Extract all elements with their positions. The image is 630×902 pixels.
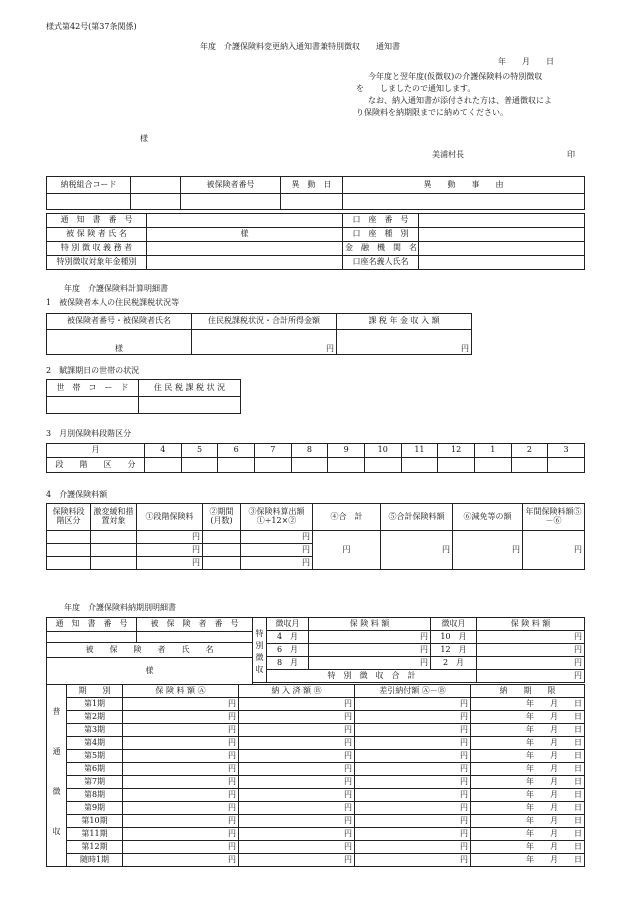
stage-label: 段 階 区 分: [47, 458, 145, 473]
special-collection-label: [253, 618, 267, 683]
empty-cell: [47, 194, 131, 210]
yen-cell: 円: [239, 737, 355, 750]
empty-cell: [181, 194, 281, 210]
empty-cell: [47, 531, 91, 544]
insured-name-suffix: 様: [47, 330, 192, 355]
yen-cell: 円: [355, 711, 471, 724]
yen-cell: 円: [137, 557, 203, 570]
yen-cell: 円: [123, 802, 239, 815]
stage-cell: [291, 458, 328, 473]
period-label: 第2期: [67, 711, 123, 724]
label-char: 特: [255, 629, 264, 638]
yen-cell: 円: [123, 776, 239, 789]
yen-cell: 円: [477, 631, 585, 644]
special-month: 6 月: [267, 644, 309, 657]
stage-header: 保険料段階区分: [47, 504, 91, 531]
seal-mark: 印: [567, 150, 575, 159]
collect-month-header: 徴収月: [431, 618, 477, 631]
label-char: 徴: [255, 653, 264, 662]
period-label: 第5期: [67, 750, 123, 763]
tax-status-header: 住民税課税状況・合計所得金額: [192, 314, 337, 330]
yen-cell: 円: [239, 698, 355, 711]
stage-cell: [181, 458, 218, 473]
table-row: [47, 737, 585, 750]
empty-cell: [343, 194, 585, 210]
account-holder-label: 口座名義人氏名: [343, 256, 419, 270]
yen-cell: 円: [309, 631, 431, 644]
yen-cell: 円: [477, 644, 585, 657]
yen-cell: 円: [123, 841, 239, 854]
yen-cell: 円: [241, 544, 313, 557]
empty-cell: [281, 194, 343, 210]
special-collection-table: [252, 617, 585, 683]
yen-cell: 円: [137, 531, 203, 544]
insured-name-label: 被 保 険 者 氏 名: [47, 643, 253, 658]
form-number: 様式第42号(第37条関係): [46, 22, 137, 31]
table-row: [47, 698, 585, 711]
account-type-value: [419, 228, 585, 242]
special-month: 2 月: [431, 657, 477, 670]
total-premium-header: ⑤合計保険料額: [381, 504, 453, 531]
month-cell: 2: [511, 444, 548, 458]
ordinary-collection-label: [47, 685, 67, 867]
deadline-cell: 年 月 日: [471, 724, 585, 737]
deadline-cell: 年 月 日: [471, 698, 585, 711]
calc-section-title: 年度 介護保険料計算明細書: [64, 284, 168, 293]
period-label: 第3期: [67, 724, 123, 737]
table-row: [47, 789, 585, 802]
yen-cell: 円: [355, 828, 471, 841]
table-row: [47, 854, 585, 867]
yen-cell: 円: [355, 802, 471, 815]
account-holder-value: [419, 256, 585, 270]
premium-amount-table: [46, 503, 585, 570]
stage-cell: [548, 458, 585, 473]
period-header: ②期間(月数): [203, 504, 241, 531]
empty-cell: [91, 557, 137, 570]
month-cell: 11: [401, 444, 438, 458]
month-cell: 5: [181, 444, 218, 458]
yen-cell: 円: [355, 815, 471, 828]
month-cell: 8: [291, 444, 328, 458]
notice-line: り保険料を納期限までに納めてください。: [356, 108, 508, 117]
yen-cell: 円: [239, 750, 355, 763]
insured-name-suffix: 様: [147, 228, 343, 242]
calc-amount-header: ③保険料算出額①÷12×②: [241, 504, 313, 531]
stage-cell: [438, 458, 475, 473]
account-type-label: 口 座 種 別: [343, 228, 419, 242]
stage-cell: [474, 458, 511, 473]
period-header: 期 別: [67, 685, 123, 698]
account-number-label: 口 座 番 号: [343, 214, 419, 228]
empty-cell: [203, 557, 241, 570]
deadline-cell: 年 月 日: [471, 776, 585, 789]
empty-cell: [203, 531, 241, 544]
issue-date: 年 月 日: [498, 57, 554, 66]
month-cell: 1: [474, 444, 511, 458]
stage-cell: [401, 458, 438, 473]
yen-cell: 円: [123, 750, 239, 763]
deadline-cell: 年 月 日: [471, 841, 585, 854]
insured-number-label: 被保険者番号: [181, 177, 281, 194]
label-char: 収: [52, 826, 61, 836]
month-label: 月: [47, 444, 145, 458]
insured-number-label: 被 保 険 者 番 号: [137, 618, 253, 632]
reduction-yen: 円: [453, 531, 523, 570]
period-label: 第10期: [67, 815, 123, 828]
stage-cell: [364, 458, 401, 473]
yen-cell: 円: [123, 711, 239, 724]
special-collector-value: [147, 242, 343, 256]
notice-number-label: 通 知 書 番 号: [47, 214, 147, 228]
sum-header: ④合 計: [313, 504, 381, 531]
empty-cell: [203, 544, 241, 557]
yen-cell: 円: [239, 776, 355, 789]
premium-amount-header: 保 険 料 額: [477, 618, 585, 631]
yen-cell: 円: [239, 711, 355, 724]
pension-yen: 円: [337, 330, 472, 355]
month-cell: 12: [438, 444, 475, 458]
yen-cell: 円: [123, 789, 239, 802]
table-row: [47, 841, 585, 854]
period-label: 第11期: [67, 828, 123, 841]
period-label: 第8期: [67, 789, 123, 802]
stage-cell: [254, 458, 291, 473]
household-tax-header: 住 民 税 課 税 状 況: [139, 380, 241, 397]
special-month: 4 月: [267, 631, 309, 644]
household-code-header: 世 帯 コ ー ド: [47, 380, 139, 397]
deadline-cell: 年 月 日: [471, 750, 585, 763]
yen-cell: 円: [123, 724, 239, 737]
yen-cell: 円: [355, 854, 471, 867]
month-cell: 7: [254, 444, 291, 458]
pension-type-value: [147, 256, 343, 270]
yen-cell: 円: [123, 763, 239, 776]
table-row: [47, 776, 585, 789]
label-char: 普: [52, 706, 61, 716]
paid-b-header: 納 入 済 額 Ⓑ: [239, 685, 355, 698]
deadline-cell: 年 月 日: [471, 789, 585, 802]
sec4-title: 4 介護保険料額: [46, 490, 108, 499]
label-char: 通: [52, 746, 61, 756]
deadline-header: 納 期 限: [471, 685, 585, 698]
yen-cell: 円: [309, 657, 431, 670]
stage-cell: [218, 458, 255, 473]
yen-cell: 円: [239, 841, 355, 854]
yen-cell: 円: [241, 531, 313, 544]
special-total-yen: 円: [477, 670, 585, 683]
table-row: [47, 828, 585, 841]
yen-cell: 円: [137, 544, 203, 557]
sum-yen: 円: [313, 531, 381, 570]
info-table: [46, 213, 585, 270]
change-header-table: [46, 176, 585, 210]
stage-cell: [328, 458, 365, 473]
special-month: 12 月: [431, 644, 477, 657]
month-cell: 9: [328, 444, 365, 458]
tax-status-table: [46, 313, 472, 355]
ordinary-collection-table: [46, 684, 585, 867]
account-number-value: [419, 214, 585, 228]
deadline-cell: 年 月 日: [471, 815, 585, 828]
notice-number-value: [147, 214, 343, 228]
yen-cell: 円: [355, 724, 471, 737]
yen-cell: 円: [309, 644, 431, 657]
month-cell: 3: [548, 444, 585, 458]
bank-name-label: 金 融 機 関 名: [343, 242, 419, 256]
table-row: [47, 815, 585, 828]
deadline-cell: 年 月 日: [471, 802, 585, 815]
household-tax-value: [139, 397, 241, 414]
yen-cell: 円: [241, 557, 313, 570]
stage-premium-header: ①段階保険料: [137, 504, 203, 531]
yen-cell: 円: [355, 841, 471, 854]
notice-line: 今年度と翌年度(仮徴収)の介護保険料の特別徴収: [368, 72, 543, 81]
deadline-cell: 年 月 日: [471, 763, 585, 776]
pension-type-label: 特別徴収対象年金種別: [47, 256, 147, 270]
notice-line: なお、納入通知書が添付された方は、普通徴収によ: [368, 96, 552, 105]
yen-cell: 円: [239, 815, 355, 828]
mitigation-header: 激変緩和措置対象: [91, 504, 137, 531]
insured-name-label: 被 保 険 者 氏 名: [47, 228, 147, 242]
period-label: 第1期: [67, 698, 123, 711]
stage-cell: [511, 458, 548, 473]
pension-income-header: 課 税 年 金 収 入 額: [337, 314, 472, 330]
period-label: 第4期: [67, 737, 123, 750]
period-label: 第7期: [67, 776, 123, 789]
special-month: 8 月: [267, 657, 309, 670]
yen-cell: 円: [355, 789, 471, 802]
yen-cell: 円: [239, 828, 355, 841]
premium-amount-header: 保 険 料 額: [309, 618, 431, 631]
label-char: 別: [255, 641, 264, 650]
yen-cell: 円: [123, 815, 239, 828]
insured-info-header: 被保険者番号・被保険者氏名: [47, 314, 192, 330]
deadline-cell: 年 月 日: [471, 711, 585, 724]
special-month: 10 月: [431, 631, 477, 644]
insured-name-suffix: 様: [47, 658, 253, 685]
sec2-title: 2 賦課期日の世帯の状況: [46, 366, 140, 375]
period-label: 随時1期: [67, 854, 123, 867]
deadline-cell: 年 月 日: [471, 737, 585, 750]
period-label: 第9期: [67, 802, 123, 815]
yen-cell: 円: [355, 698, 471, 711]
period-label: 第12期: [67, 841, 123, 854]
annual-yen: 円: [523, 531, 585, 570]
yen-cell: 円: [123, 698, 239, 711]
income-yen: 円: [192, 330, 337, 355]
yen-cell: 円: [239, 854, 355, 867]
deadline-cell: 年 月 日: [471, 854, 585, 867]
document-title: 年度 介護保険料変更納入通知書兼特別徴収 通知書: [200, 42, 400, 51]
yen-cell: 円: [477, 657, 585, 670]
label-char: 徴: [52, 786, 61, 796]
stage-cell: [145, 458, 182, 473]
balance-header: 差引納付額 Ⓐ－Ⓑ: [355, 685, 471, 698]
yen-cell: 円: [355, 750, 471, 763]
empty-cell: [47, 544, 91, 557]
reduction-header: ⑥減免等の額: [453, 504, 523, 531]
month-cell: 6: [218, 444, 255, 458]
table-row: [47, 763, 585, 776]
notice-number-label: 通 知 書 番 号: [47, 618, 137, 632]
yen-cell: 円: [239, 724, 355, 737]
yen-cell: 円: [123, 828, 239, 841]
insured-number-value: [137, 632, 253, 643]
notice-number-value: [47, 632, 137, 643]
empty-cell: [131, 194, 181, 210]
month-cell: 10: [364, 444, 401, 458]
premium-a-header: 保 険 料 額 Ⓐ: [123, 685, 239, 698]
yen-cell: 円: [123, 737, 239, 750]
tax-union-code-value: [131, 177, 181, 194]
tax-union-code-label: 納税組合コード: [47, 177, 131, 194]
yen-cell: 円: [123, 854, 239, 867]
period-label: 第6期: [67, 763, 123, 776]
table-row: [47, 711, 585, 724]
yen-cell: 円: [355, 776, 471, 789]
addressee-suffix: 様: [140, 134, 148, 143]
monthly-stage-table: [46, 443, 585, 473]
special-collector-label: 特 別 徴 収 義 務 者: [47, 242, 147, 256]
label-char: 収: [255, 665, 264, 674]
yen-cell: 円: [239, 802, 355, 815]
deadline-cell: 年 月 日: [471, 828, 585, 841]
sec1-title: 1 被保険者本人の住民税課税状況等: [46, 298, 180, 307]
yen-cell: 円: [355, 737, 471, 750]
empty-cell: [91, 544, 137, 557]
notice-line: を しましたので通知します。: [356, 84, 476, 93]
table-row: [47, 750, 585, 763]
yen-cell: 円: [355, 763, 471, 776]
empty-cell: [47, 557, 91, 570]
yen-cell: 円: [239, 789, 355, 802]
month-cell: 4: [145, 444, 182, 458]
annual-premium-header: 年間保険料額⑤－⑥: [523, 504, 585, 531]
empty-cell: [91, 531, 137, 544]
yen-cell: 円: [239, 763, 355, 776]
total-yen: 円: [381, 531, 453, 570]
household-table: [46, 379, 241, 414]
change-date-label: 異 動 日: [281, 177, 343, 194]
notice-text: [356, 71, 552, 119]
bank-name-value: [419, 242, 585, 256]
household-code-value: [47, 397, 139, 414]
table-row: [47, 724, 585, 737]
collect-month-header: 徴収月: [267, 618, 309, 631]
installment-id-table: [46, 617, 253, 685]
special-total-label: 特 別 徴 収 合 計: [267, 670, 477, 683]
table-row: [47, 802, 585, 815]
sec3-title: 3 月別保険料段階区分: [46, 429, 132, 438]
change-reason-label: 異 動 事 由: [343, 177, 585, 194]
installment-section-title: 年度 介護保険料納期別明細書: [64, 603, 176, 612]
issuer: 美浦村長: [432, 150, 464, 159]
